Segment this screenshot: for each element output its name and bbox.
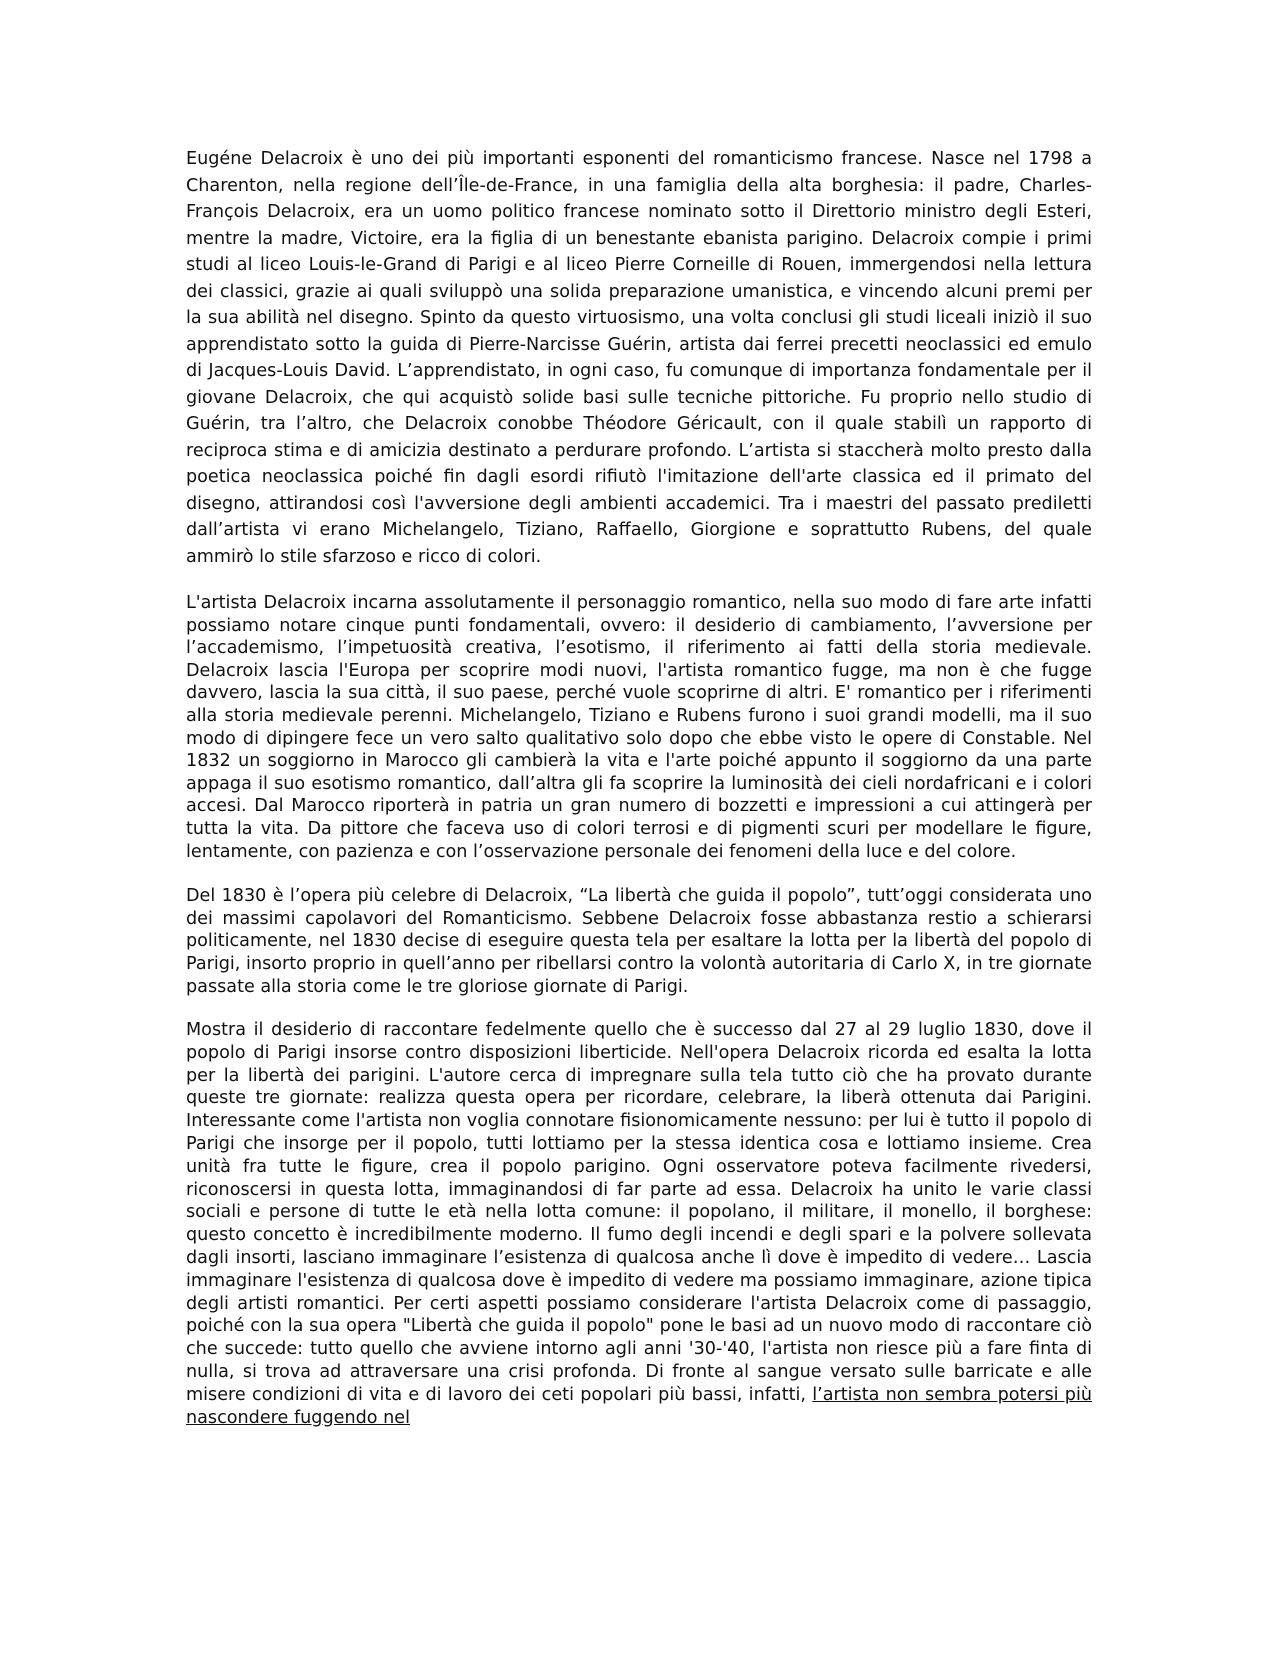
- paragraph-july-revolution: [186, 1019, 1092, 1429]
- paragraph-july-revolution-text: Mostra il desiderio di raccontare fedelmente quello che è successo dal 27 al 29 luglio 1830, dove il popolo di Parigi insorse contro disposizioni liberticide. Nell'opera Delacroix ricorda ed esalta la lotta per la libertà dei parigini. L'autore cerca di impregnare sulla tela tutto ciò che ha provato durante queste tre giornate: realizza questa opera per ricordare, celebrare, la liberà ottenuta dai Parigini. Interessante come l'artista non voglia connotare fisionomicamente nessuno: per lui è tutto il popolo di Parigi che insorge per il popolo, tutti lottiamo per la stessa identica cosa e lottiamo insieme. Crea unità fra tutte le figure, crea il popolo parigino. Ogni osservatore poteva facilmente rivedersi, riconoscersi in questa lotta, immaginandosi di far parte ad essa. Delacroix ha unito le varie classi sociali e persone di tutte le età nella lotta comune: il popolano, il militare, il monello, il borghese: questo concetto è incredibilmente moderno. Il fumo degli incendi e degli spari e la polvere sollevata dagli insorti, lasciano immaginare l’esistenza di qualcosa anche lì dove è impedito di vedere… Lascia immaginare l'esistenza di qualcosa dove è impedito di vedere ma possiamo immaginare, azione tipica degli artisti romantici. Per certi aspetti possiamo considerare l'artista Delacroix come di passaggio, poiché con la sua opera "Libertà che guida il popolo" pone le basi ad un nuovo modo di raccontare ciò che succede: tutto quello che avviene intorno agli anni '30-'40, l'artista non riesce più a fare finta di nulla, si trova ad attraversare una crisi profonda. Di fronte al sangue versato sulle barricate e alle misere condizioni di vita e di lavoro dei ceti popolari più bassi, infatti,: [186, 1020, 1092, 1405]
- paragraph-liberty-painting: Del 1830 è l’opera più celebre di Delacroix, “La libertà che guida il popolo”, tutt’oggi considerata uno dei massimi capolavori del Romanticismo. Sebbene Delacroix fosse abbastanza restio a schierarsi politicamente, nel 1830 decise di eseguire questa tela per esaltare la lotta per la libertà del popolo di Parigi, insorto proprio in quell’anno per ribellarsi contro la volontà autoritaria di Carlo X, in tre giornate passate alla storia come le tre gloriose giornate di Parigi.: [186, 886, 1092, 997]
- underlined-phrase: l’artista non sembra potersi più nascondere fuggendo nel: [186, 1384, 1092, 1428]
- paragraph-biography: Eugéne Delacroix è uno dei più importanti esponenti del romanticismo francese. Nasce nel 1798 a Charenton, nella regione dell’Île-de-France, in una famiglia della alta borghesia: il padre, Charles-François Delacroix, era un uomo politico francese nominato sotto il Direttorio ministro degli Esteri, mentre la madre, Victoire, era la figlia di un benestante ebanista parigino. Delacroix compie i primi studi al liceo Louis-le-Grand di Parigi e al liceo Pierre Corneille di Rouen, immergendosi nella lettura dei classici, grazie ai quali sviluppò una solida preparazione umanistica, e vincendo alcuni premi per la sua abilità nel disegno. Spinto da questo virtuosismo, una volta conclusi gli studi liceali iniziò il suo apprendistato sotto la guida di Pierre-Narcisse Guérin, artista dai ferrei precetti neoclassici ed emulo di Jacques-Louis David. L’apprendistato, in ogni caso, fu comunque di importanza fondamentale per il giovane Delacroix, che qui acquistò solide basi sulle tecniche pittoriche. Fu proprio nello studio di Guérin, tra l’altro, che Delacroix conobbe Théodore Géricault, con il quale stabilì un rapporto di reciproca stima e di amicizia destinato a perdurare profondo. L’artista si staccherà molto presto dalla poetica neoclassica poiché fin dagli esordi rifiutò l'imitazione dell'arte classica ed il primato del disegno, attirandosi così l'avversione degli ambienti accademici. Tra i maestri del passato prediletti dall’artista vi erano Michelangelo, Tiziano, Raffaello, Giorgione e soprattutto Rubens, del quale ammirò lo stile sfarzoso e ricco di colori.: [186, 149, 1092, 567]
- document-body: [186, 146, 1092, 1429]
- paragraph-romantic-artist: L'artista Delacroix incarna assolutamente il personaggio romantico, nella suo modo di fare arte infatti possiamo notare cinque punti fondamentali, ovvero: il desiderio di cambiamento, l’avversione per l’accademismo, l’impetuosità creativa, l’esotismo, il riferimento ai fatti della storia medievale. Delacroix lascia l'Europa per scoprire modi nuovi, l'artista romantico fugge, ma non è che fugge davvero, lascia la sua città, il suo paese, perché vuole scoprirne di altri. E' romantico per i riferimenti alla storia medievale perenni. Michelangelo, Tiziano e Rubens furono i suoi grandi modelli, ma il suo modo di dipingere fece un vero salto qualitativo solo dopo che ebbe visto le opere di Constable. Nel 1832 un soggiorno in Marocco gli cambierà la vita e l'arte poiché appunto il soggiorno da una parte appaga il suo esotismo romantico, dall’altra gli fa scoprire la luminosità dei cieli nordafricani e i colori accesi. Dal Marocco riporterà in patria un gran numero di bozzetti e impressioni a cui attingerà per tutta la vita. Da pittore che faceva uso di colori terrosi e di pigmenti scuri per modellare le figure, lentamente, con pazienza e con l’osservazione personale dei fenomeni della luce e del colore.: [186, 593, 1092, 862]
